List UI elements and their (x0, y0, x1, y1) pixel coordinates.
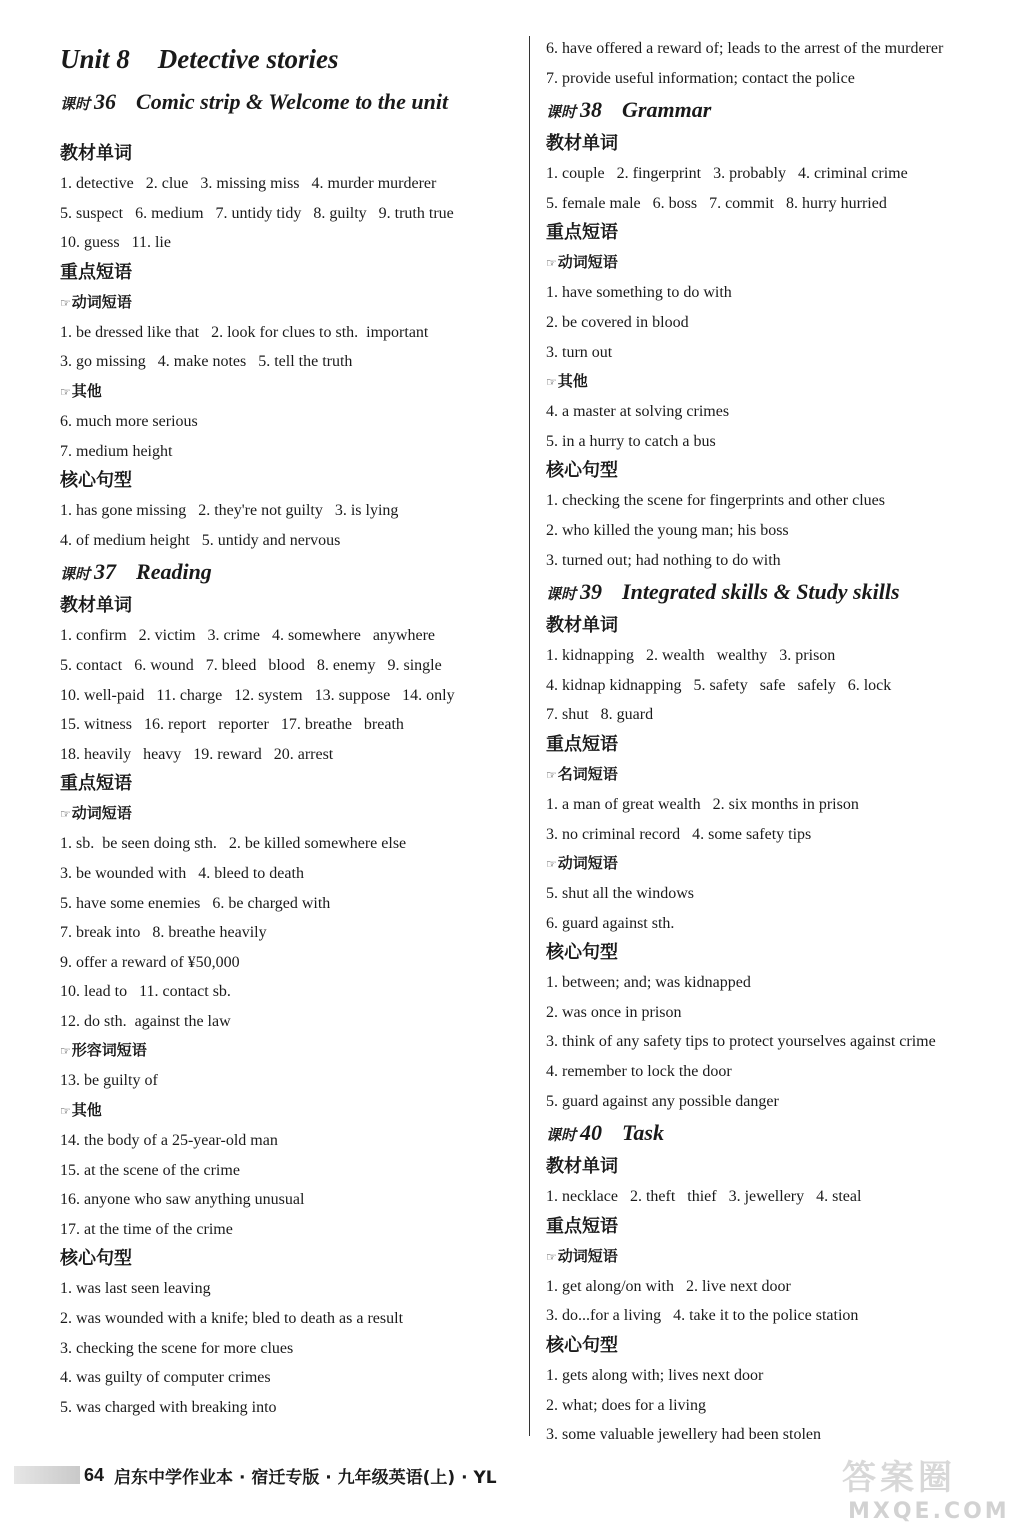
lesson-number: 36 (94, 89, 117, 114)
answer-line: 3. no criminal record 4. some safety tips (546, 825, 812, 843)
answer-line: 1. sb. be seen doing sth. 2. be killed somewhere else (60, 835, 407, 853)
lesson-heading (546, 575, 1016, 611)
answer-line: 10. guess 11. lie (60, 234, 171, 252)
section-heading: 教材单词 (60, 143, 132, 164)
answer-line: 2. who killed the young man; his boss (546, 521, 789, 539)
pointing-hand-icon: ☞ (60, 807, 71, 822)
unit-title (60, 44, 520, 75)
subsection-heading (546, 849, 1016, 879)
answer-line: 5. suspect 6. medium 7. untidy tidy 8. guilty 9. truth true (60, 204, 454, 222)
pointing-hand-icon: ☞ (546, 375, 557, 390)
section-heading: 教材单词 (546, 133, 618, 155)
pointing-hand-icon: ☞ (60, 384, 71, 399)
subsection-label: 动词短语 (557, 253, 618, 272)
answer-line: 17. at the time of the crime (60, 1220, 233, 1238)
footer-title: 启东中学作业本 · 宿迁专版 · 九年级英语(上) · YL (114, 1467, 497, 1488)
answer-line: 14. the body of a 25-year-old man (60, 1132, 278, 1150)
answer-line: 5. female male 6. boss 7. commit 8. hurry hurried (546, 194, 887, 212)
answer-line: 13. be guilty of (60, 1072, 158, 1090)
answer-line: 1. necklace 2. theft thief 3. jewellery 4. steal (546, 1188, 862, 1206)
answer-line: 1. couple 2. fingerprint 3. probably 4. criminal crime (546, 165, 908, 183)
lesson-heading (546, 1116, 1016, 1152)
answer-line: 18. heavily heavy 19. reward 20. arrest (60, 745, 334, 763)
answer-line: 6. have offered a reward of; leads to the arrest of the murderer (546, 40, 944, 57)
answer-line: 10. lead to 11. contact sb. (60, 983, 231, 1001)
answer-line: 1. checking the scene for fingerprints and other clues (546, 492, 885, 510)
pointing-hand-icon: ☞ (60, 295, 71, 310)
section-heading: 重点短语 (546, 222, 618, 244)
right-column (546, 34, 1016, 1450)
lesson-title: Comic strip & Welcome to the unit (136, 89, 449, 114)
lesson-number: 37 (94, 559, 117, 585)
subsection-heading (60, 1096, 520, 1126)
answer-line: 10. well-paid 11. charge 12. system 13. suppose 14. only (60, 686, 455, 704)
answer-line: 15. witness 16. report reporter 17. breathe breath (60, 716, 404, 734)
answer-line: 3. turn out (546, 343, 613, 361)
section-heading: 教材单词 (546, 1156, 618, 1178)
watermark-line1: 答案圈 (842, 1458, 956, 1498)
unit-name: Detective stories (157, 44, 339, 74)
subsection-label: 动词短语 (557, 1246, 618, 1265)
answer-line: 1. detective 2. clue 3. missing miss 4. murder murderer (60, 175, 437, 192)
footer-bar (14, 1466, 80, 1484)
lesson-number: 40 (580, 1120, 603, 1146)
section-heading: 核心句型 (546, 1335, 618, 1357)
lesson-keyword: 课时 (546, 103, 577, 122)
page-number: 64 (84, 1464, 105, 1485)
lesson-title: Integrated skills & Study skills (622, 579, 900, 605)
answer-line: 1. has gone missing 2. they're not guilty 3. is lying (60, 502, 399, 520)
pointing-hand-icon: ☞ (60, 1044, 71, 1059)
answer-line: 4. remember to lock the door (546, 1063, 732, 1081)
answer-line: 5. contact 6. wound 7. bleed blood 8. enemy 9. single (60, 656, 442, 674)
answer-line: 3. checking the scene for more clues (60, 1339, 294, 1357)
pointing-hand-icon: ☞ (546, 767, 557, 782)
watermark-logo (842, 1450, 1018, 1530)
section-heading: 核心句型 (546, 460, 618, 482)
answer-line: 1. get along/on with 2. live next door (546, 1277, 791, 1295)
lesson-title: Task (622, 1120, 664, 1146)
lesson-title: Grammar (622, 97, 712, 123)
answer-line: 3. think of any safety tips to protect yourselves against crime (546, 1033, 936, 1051)
answer-line: 1. between; and; was kidnapped (546, 974, 751, 992)
answer-line: 7. break into 8. breathe heavily (60, 924, 267, 942)
section-heading: 核心句型 (546, 942, 618, 964)
answer-line: 3. do...for a living 4. take it to the police station (546, 1307, 859, 1325)
subsection-heading (546, 367, 1016, 397)
subsection-label: 名词短语 (557, 764, 618, 783)
answer-line: 1. was last seen leaving (60, 1280, 211, 1298)
answer-line: 4. kidnap kidnapping 5. safety safe safely 6. lock (546, 676, 892, 694)
subsection-label: 动词短语 (557, 854, 618, 873)
subsection-label: 其他 (71, 1101, 102, 1120)
answer-line: 5. was charged with breaking into (60, 1398, 277, 1416)
answer-line: 12. do sth. against the law (60, 1012, 231, 1030)
section-heading: 重点短语 (60, 261, 132, 283)
answer-line: 15. at the scene of the crime (60, 1161, 240, 1179)
answer-line: 9. offer a reward of ¥50,000 (60, 953, 240, 971)
answer-line: 5. have some enemies 6. be charged with (60, 894, 331, 912)
section-heading: 重点短语 (546, 1215, 618, 1237)
column-divider (529, 36, 530, 1436)
subsection-heading (546, 248, 1016, 278)
answer-line: 4. of medium height 5. untidy and nervous (60, 531, 341, 549)
subsection-label: 形容词短语 (71, 1041, 147, 1060)
subsection-heading (60, 288, 520, 318)
subsection-heading (60, 799, 520, 829)
answer-line: 7. medium height (60, 442, 173, 460)
pointing-hand-icon: ☞ (546, 256, 557, 271)
answer-line: 1. a man of great wealth 2. six months in prison (546, 795, 859, 813)
answer-line: 4. was guilty of computer crimes (60, 1369, 271, 1387)
answer-line: 2. what; does for a living (546, 1396, 706, 1414)
answer-line: 6. guard against sth. (546, 914, 675, 932)
answer-line: 1. confirm 2. victim 3. crime 4. somewhere anywhere (60, 627, 435, 645)
subsection-label: 其他 (557, 372, 588, 391)
lesson-keyword: 课时 (546, 585, 577, 604)
subsection-heading (60, 377, 520, 407)
lesson-keyword: 课时 (60, 565, 91, 584)
answer-line: 4. a master at solving crimes (546, 403, 730, 421)
answer-line: 16. anyone who saw anything unusual (60, 1191, 305, 1209)
lesson-title: Reading (136, 559, 212, 585)
section-heading: 重点短语 (546, 733, 618, 755)
page-footer (0, 1462, 497, 1488)
answer-line: 3. be wounded with 4. bleed to death (60, 864, 304, 882)
section-heading: 核心句型 (60, 1248, 132, 1270)
lesson-keyword: 课时 (546, 1126, 577, 1145)
answer-line: 2. was once in prison (546, 1003, 682, 1021)
section-heading: 重点短语 (60, 773, 132, 795)
pointing-hand-icon: ☞ (546, 1249, 557, 1264)
section-heading: 教材单词 (60, 595, 132, 617)
answer-line: 1. be dressed like that 2. look for clues to sth. important (60, 323, 429, 341)
section-heading: 教材单词 (546, 615, 618, 637)
lesson-heading (60, 85, 520, 121)
answer-line: 3. turned out; had nothing to do with (546, 551, 781, 569)
answer-line: 7. provide useful information; contact the police (546, 69, 855, 87)
answer-line: 1. kidnapping 2. wealth wealthy 3. prison (546, 647, 836, 665)
answer-line: 5. shut all the windows (546, 885, 694, 903)
lesson-number: 38 (580, 97, 603, 123)
answer-line: 3. some valuable jewellery had been stolen (546, 1426, 822, 1444)
subsection-label: 动词短语 (71, 804, 132, 823)
lesson-heading (60, 555, 520, 591)
watermark-line2: MXQE.COM (848, 1499, 1010, 1524)
answer-line: 1. have something to do with (546, 284, 732, 302)
right-column-body (546, 34, 1016, 1450)
subsection-heading (60, 1036, 520, 1066)
section-heading: 核心句型 (60, 470, 132, 492)
answer-line: 3. go missing 4. make notes 5. tell the truth (60, 353, 353, 371)
answer-line: 1. gets along with; lives next door (546, 1367, 764, 1385)
left-column (60, 0, 520, 1422)
lesson-keyword: 课时 (60, 95, 91, 113)
answer-line: 6. much more serious (60, 412, 198, 430)
answer-line: 7. shut 8. guard (546, 706, 654, 724)
lesson-number: 39 (580, 579, 603, 605)
pointing-hand-icon: ☞ (60, 1104, 71, 1119)
subsection-heading (546, 1242, 1016, 1272)
left-column-body (60, 85, 520, 1422)
pointing-hand-icon: ☞ (546, 857, 557, 872)
answer-line: 2. was wounded with a knife; bled to death as a result (60, 1310, 404, 1328)
subsection-label: 动词短语 (71, 292, 132, 311)
answer-line: 5. in a hurry to catch a bus (546, 432, 716, 450)
subsection-label: 其他 (71, 381, 102, 400)
lesson-heading (546, 93, 1016, 129)
subsection-heading (546, 760, 1016, 790)
answer-line: 2. be covered in blood (546, 313, 689, 331)
answer-line: 5. guard against any possible danger (546, 1092, 779, 1110)
unit-number: Unit 8 (60, 44, 130, 74)
